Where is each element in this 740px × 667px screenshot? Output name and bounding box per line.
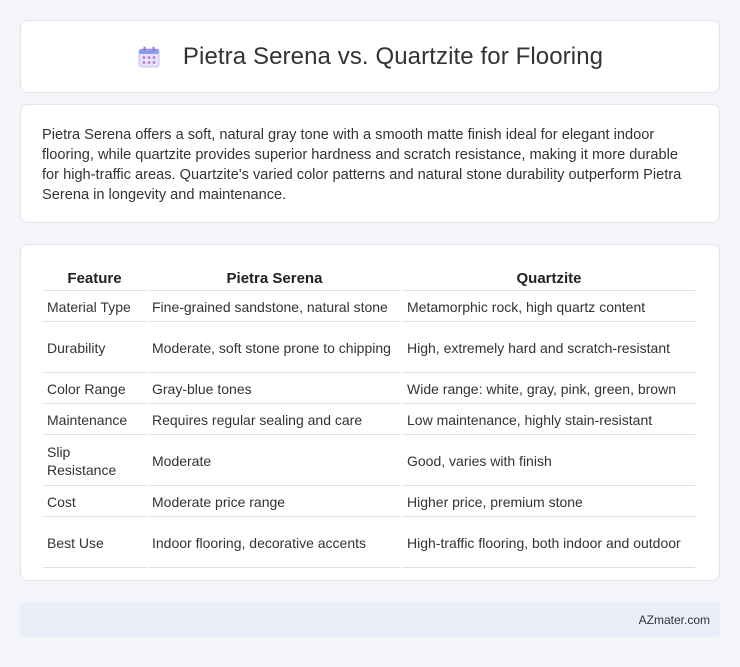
- intro-paragraph: Pietra Serena offers a soft, natural gray tone with a smooth matte finish ideal for elegant indoor flooring, while quartzite provides superior hardness and scratch resistance, making it more durable for high-traffic areas. Quartzite's varied color patterns and natural stone durability outperform Pietra Serena in longevity and maintenance.: [42, 127, 682, 203]
- header-card: [20, 20, 720, 93]
- pietra-serena-cell: Moderate, soft stone prone to chipping: [148, 324, 401, 373]
- table-row: [43, 406, 695, 435]
- quartzite-cell: Metamorphic rock, high quartz content: [403, 293, 695, 322]
- pietra-serena-cell: Fine-grained sandstone, natural stone: [148, 293, 401, 322]
- pietra-serena-cell: Gray-blue tones: [148, 375, 401, 404]
- feature-cell: Cost: [43, 488, 146, 517]
- feature-cell: Best Use: [43, 519, 146, 568]
- calendar-icon: [137, 45, 161, 69]
- quartzite-cell: High-traffic flooring, both indoor and outdoor: [403, 519, 695, 568]
- quartzite-cell: Low maintenance, highly stain-resistant: [403, 406, 695, 435]
- comparison-table: [41, 265, 697, 570]
- footer-credit: AZmater.com: [638, 612, 710, 627]
- quartzite-cell: Wide range: white, gray, pink, green, brown: [403, 375, 695, 404]
- column-header-pietra-serena: Pietra Serena: [148, 267, 401, 291]
- page-title: Pietra Serena vs. Quartzite for Flooring: [182, 42, 604, 70]
- pietra-serena-cell: Moderate: [148, 437, 401, 486]
- table-header-row: [43, 267, 695, 291]
- comparison-table-card: [20, 244, 720, 581]
- feature-cell: Maintenance: [43, 406, 146, 435]
- feature-cell: Slip Resistance: [43, 437, 146, 486]
- title-wrap: [137, 43, 603, 71]
- pietra-serena-cell: Indoor flooring, decorative accents: [148, 519, 401, 568]
- quartzite-cell: Good, varies with finish: [403, 437, 695, 486]
- feature-cell: Color Range: [43, 375, 146, 404]
- pietra-serena-cell: Moderate price range: [148, 488, 401, 517]
- table-row: [43, 519, 695, 568]
- table-row: [43, 293, 695, 322]
- table-row: [43, 437, 695, 486]
- quartzite-cell: High, extremely hard and scratch-resistant: [403, 324, 695, 373]
- quartzite-cell: Higher price, premium stone: [403, 488, 695, 517]
- column-header-quartzite: Quartzite: [403, 267, 695, 291]
- column-header-feature: Feature: [43, 267, 146, 291]
- table-row: [43, 375, 695, 404]
- table-row: [43, 488, 695, 517]
- pietra-serena-cell: Requires regular sealing and care: [148, 406, 401, 435]
- footer-bar: [20, 602, 720, 637]
- feature-cell: Durability: [43, 324, 146, 373]
- table-row: [43, 324, 695, 373]
- intro-card: [20, 104, 720, 223]
- feature-cell: Material Type: [43, 293, 146, 322]
